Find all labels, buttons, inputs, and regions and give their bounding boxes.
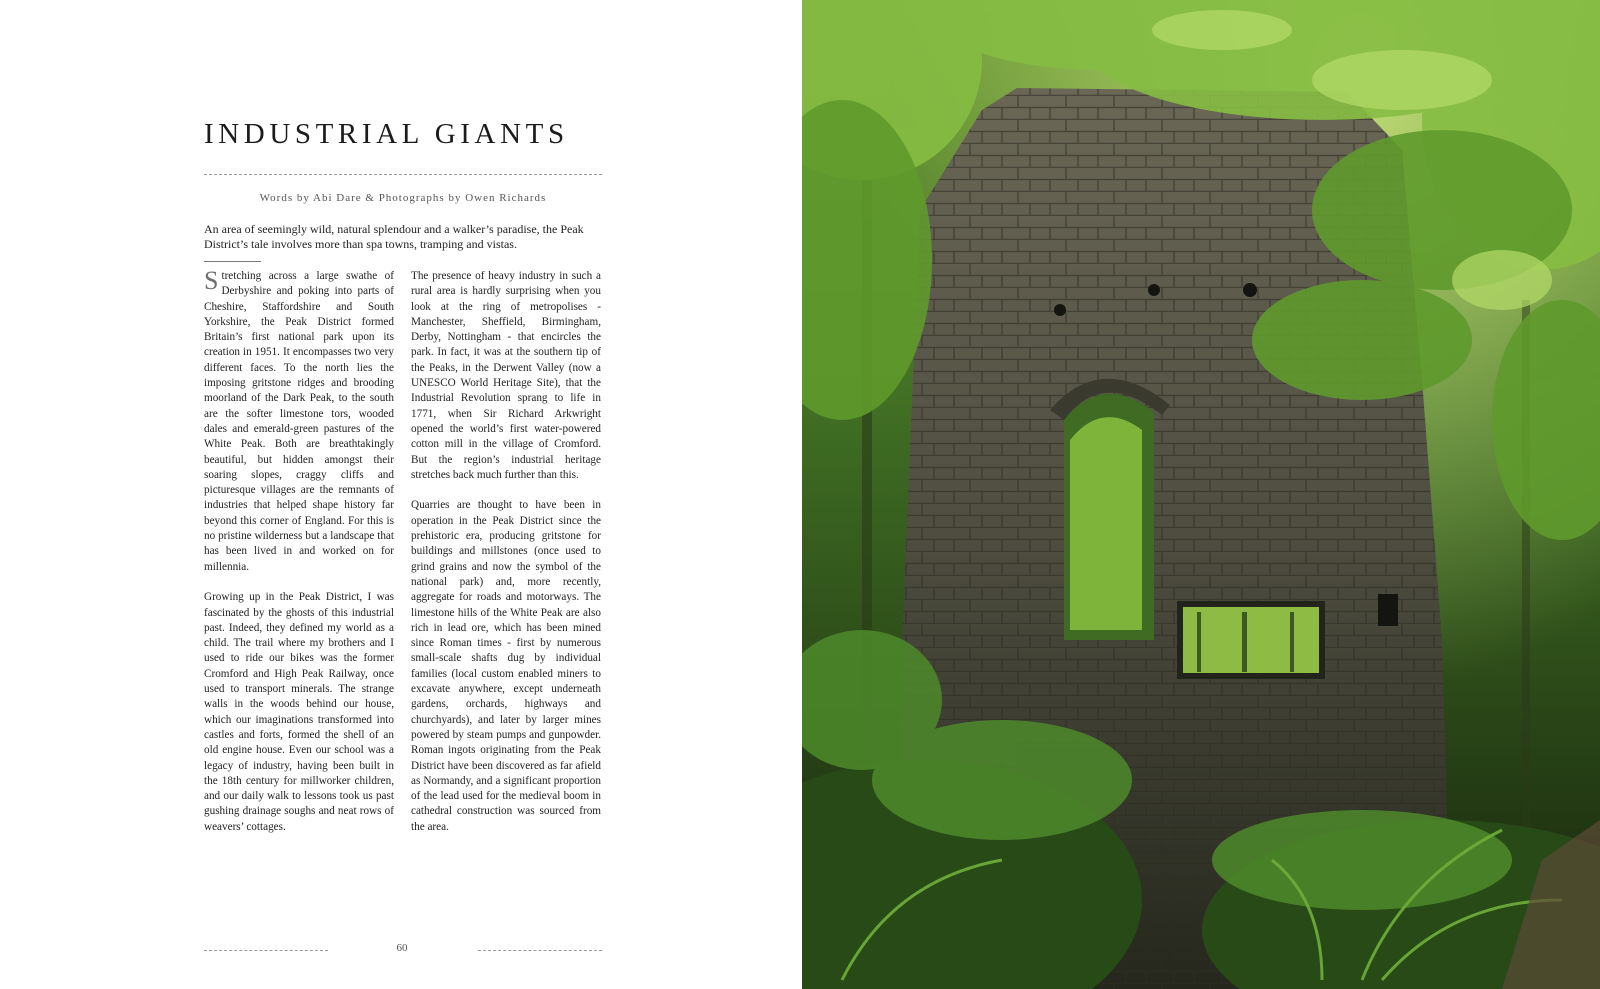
body-column-left [204,266,394,850]
photo-illustration [802,0,1600,989]
article-title: INDUSTRIAL GIANTS [204,118,569,150]
footer-divider-right [478,950,602,951]
body-paragraph: The presence of heavy industry in such a rural area is hardly surprising when you look at the ring of metropolises - Manchester, Sheffield, Birmingham, Derby, Nottingham - that encircles the park. In fact, it was at the southern tip of the Peaks, in the Derwent Valley (now a UNESCO World Heritage Site), that the Industrial Revolution sprang to life in 1771, when Sir Richard Arkwright opened the world’s first water-powered cotton mill in the village of Cromford. But the region’s industrial heritage stretches back much further than this. [411,270,601,481]
page-number: 60 [396,942,408,954]
body-paragraph: Quarries are thought to have been in operation in the Peak District since the prehistoric era, producing gritstone for buildings and millstones (once used to grind grains and now the symbol of the national park) and, more recently, aggregate for roads and motorways. The limestone hills of the White Peak are also rich in lead ore, which has been mined since Roman times - first by numerous small-scale shafts dug by individual families (local custom enabled miners to excavate anywhere, except underneath gardens, orchards, highways and churchyards), and later by larger mines powered by steam pumps and gunpowder. Roman ingots originating from the Peak District have been discovered as far afield as Normandy, and a significant proportion of the lead used for the medieval boom in cathedral construction was sourced from the area. [411,499,601,833]
title-divider [204,174,602,175]
body-column-right [411,269,601,850]
body-paragraph [204,266,394,575]
article-byline: Words by Abi Dare & Photographs by Owen Richards [259,192,547,204]
body-paragraph: Growing up in the Peak District, I was fascinated by the ghosts of this industrial past. Indeed, they defined my world as a child. The trail where my brothers and I used to ride our bikes was the former Cromford and High Peak Railway, once used to transport minerals. The strange walls in the woods behind our house, which our imaginations transformed into castles and forts, formed the shell of an old engine house. Even our school was a legacy of industry, having been built in the 18th century for millworker children, and our daily walk to lessons took us past gushing drainage soughs and neat rows of weavers’ cottages. [204,591,394,833]
engine-house-photo [802,0,1600,989]
article-standfirst: An area of seemingly wild, natural splendour and a walker’s paradise, the Peak District’s tale involves more than spa towns, tramping and vistas. [204,222,584,251]
paragraph-text: tretching across a large swathe of Derbyshire and poking into parts of Cheshire, Staffordshire and South Yorkshire, the Peak District formed Britain’s first national park upon its creation in 1951. It encompasses two very different faces. To the north lies the imposing gritstone ridges and brooding moorland of the Dark Peak, to the south are the softer limestone tors, wooded dales and emerald-green pastures of the White Peak. Both are breathtakingly beautiful, but hidden amongst their soaring slopes, craggy cliffs and picturesque villages are the remnants of industries that helped shape history far beyond this corner of England. For this is no pristine wilderness but a landscape that has been lived in and worked on for millennia. [204,270,394,573]
drop-cap: S [204,266,219,295]
standfirst-divider [204,261,261,262]
footer-divider-left [204,950,328,951]
